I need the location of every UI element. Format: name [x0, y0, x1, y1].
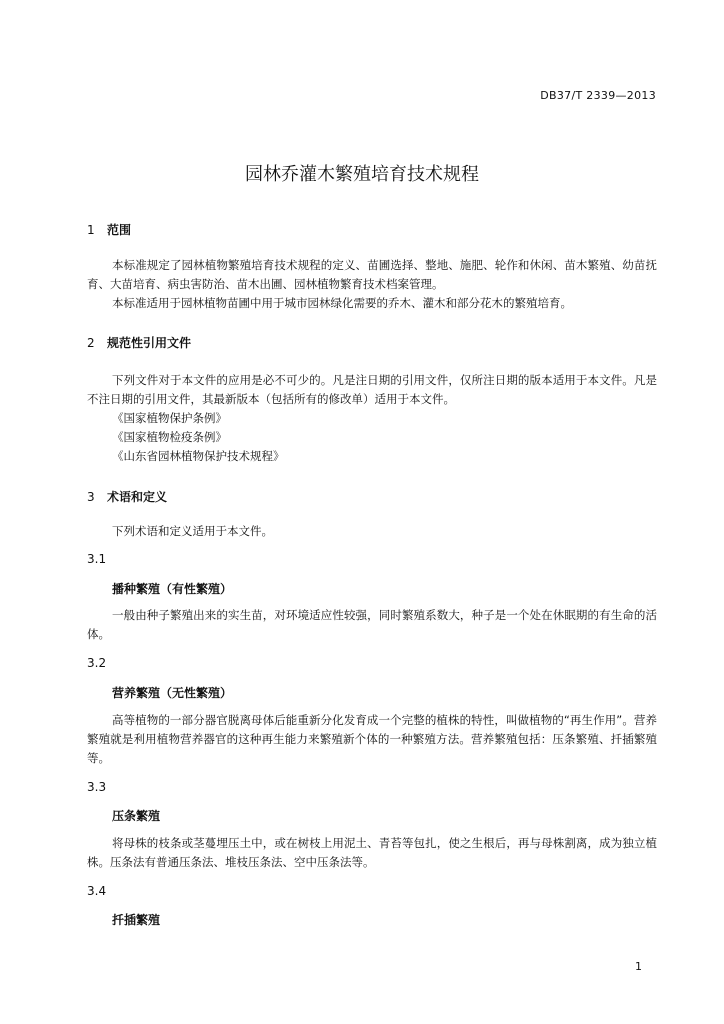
term-name: 营养繁殖（无性繁殖） — [112, 686, 233, 700]
term-definition — [87, 711, 657, 768]
term-definition — [87, 834, 657, 872]
paragraph: 下列术语和定义适用于本文件。 — [112, 524, 273, 538]
term-number: 3.2 — [87, 656, 107, 670]
section-title: 规范性引用文件 — [107, 336, 192, 350]
paragraph: 本标准适用于园林植物苗圃中用于城市园林绿化需要的乔木、灌木和部分花木的繁殖培育。 — [112, 296, 572, 310]
term-name: 扦插繁殖 — [112, 913, 161, 927]
section-3-heading — [87, 488, 167, 505]
page-number: 1 — [635, 960, 642, 973]
section-2-heading — [87, 334, 191, 351]
section-2-body — [87, 371, 657, 409]
term-number: 3.1 — [87, 552, 107, 566]
reference-list — [112, 409, 285, 466]
standard-code: DB37/T 2339—2013 — [540, 89, 656, 102]
paragraph: 下列文件对于本文件的应用是必不可少的。凡是注日期的引用文件，仅所注日期的版本适用于本文件。凡是不注日期的引用文件，其最新版本（包括所有的修改单）适用于本文件。 — [87, 373, 657, 406]
term-number: 3.4 — [87, 884, 107, 898]
reference-item: 《国家植物检疫条例》 — [112, 430, 227, 444]
section-number: 1 — [87, 223, 95, 237]
paragraph: 本标准规定了园林植物繁殖培育技术规程的定义、苗圃选择、整地、施肥、轮作和休闲、苗木繁殖、幼苗抚育、大苗培育、病虫害防治、苗木出圃、园林植物繁育技术档案管理。 — [87, 258, 657, 291]
term-definition — [87, 606, 657, 644]
paragraph: 将母株的枝条或茎蔓埋压土中，或在树枝上用泥土、青苔等包扎，使之生根后，再与母株割离，成为独立植株。压条法有普通压条法、堆枝压条法、空中压条法等。 — [87, 836, 657, 869]
section-3-intro — [87, 522, 657, 541]
section-number: 2 — [87, 336, 95, 350]
document-title: 园林乔灌木繁殖培育技术规程 — [245, 164, 479, 185]
term-name: 播种繁殖（有性繁殖） — [112, 582, 233, 596]
section-title: 范围 — [107, 223, 132, 237]
paragraph: 高等植物的一部分器官脱离母体后能重新分化发育成一个完整的植株的特性，叫做植物的“再生作用”。营养繁殖就是利用植物营养器官的这种再生能力来繁殖新个体的一种繁殖方法。营养繁殖包括：压条繁殖、扦插繁殖等。 — [87, 713, 657, 765]
term-number: 3.3 — [87, 780, 107, 794]
section-title: 术语和定义 — [107, 490, 168, 504]
section-1-heading — [87, 221, 131, 238]
section-number: 3 — [87, 490, 95, 504]
reference-item: 《山东省园林植物保护技术规程》 — [112, 449, 285, 463]
section-1-body — [87, 256, 657, 313]
term-name: 压条繁殖 — [112, 809, 161, 823]
paragraph: 一般由种子繁殖出来的实生苗，对环境适应性较强，同时繁殖系数大，种子是一个处在休眠期的有生命的活体。 — [87, 608, 657, 641]
reference-item: 《国家植物保护条例》 — [112, 411, 227, 425]
